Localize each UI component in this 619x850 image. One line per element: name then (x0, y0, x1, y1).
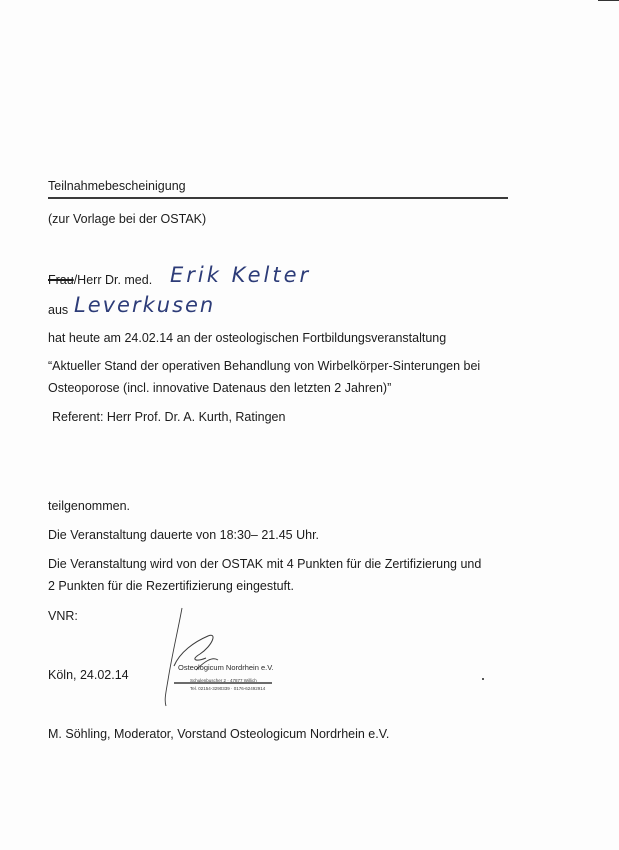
salutation-rest: /Herr Dr. med. (73, 273, 153, 287)
stamp-address: Schulenbuscher 2 · 47877 Willich (190, 678, 257, 683)
speaker-line: Referent: Herr Prof. Dr. A. Kurth, Ratingen (52, 410, 286, 424)
participated-line: teilgenommen. (48, 499, 130, 513)
attendance-line: hat heute am 24.02.14 an der osteologischen Fortbildungsveranstaltung (48, 331, 447, 345)
document-subtitle: (zur Vorlage bei der OSTAK) (48, 212, 207, 226)
salutation-struck: Frau (48, 273, 74, 287)
document-title: Teilnahmebescheinigung (48, 179, 186, 193)
points-line-1: Die Veranstaltung wird von der OSTAK mit 4 Punkten für die Zertifizierung und (48, 557, 482, 571)
event-title-line-1: “Aktueller Stand der operativen Behandlung von Wirbelkörper-Sinterungen bei (48, 359, 481, 373)
handwritten-name: Erik Kelter (170, 263, 312, 287)
vnr-label: VNR: (48, 609, 78, 623)
stray-dot (482, 678, 484, 680)
aus-label: aus (48, 303, 69, 317)
signatory-line: M. Söhling, Moderator, Vorstand Osteologicum Nordrhein e.V. (48, 727, 390, 741)
stamp-phone: Tel. 02154-3290339 · 0176-62492914 (190, 686, 266, 691)
title-divider (48, 197, 508, 199)
stamp-organization: Osteologicum Nordrhein e.V. (178, 663, 274, 672)
event-title-line-2: Osteoporose (incl. innovative Datenaus den letzten 2 Jahren)” (48, 381, 392, 395)
duration-line: Die Veranstaltung dauerte von 18:30– 21.45 Uhr. (48, 528, 320, 542)
scan-corner-mark (598, 0, 619, 1)
place-date: Köln, 24.02.14 (48, 668, 129, 682)
salutation-line (48, 273, 152, 289)
points-line-2: 2 Punkten für die Rezertifizierung eingestuft. (48, 579, 294, 593)
handwritten-city: Leverkusen (74, 293, 216, 317)
signature-stamp (160, 600, 285, 710)
